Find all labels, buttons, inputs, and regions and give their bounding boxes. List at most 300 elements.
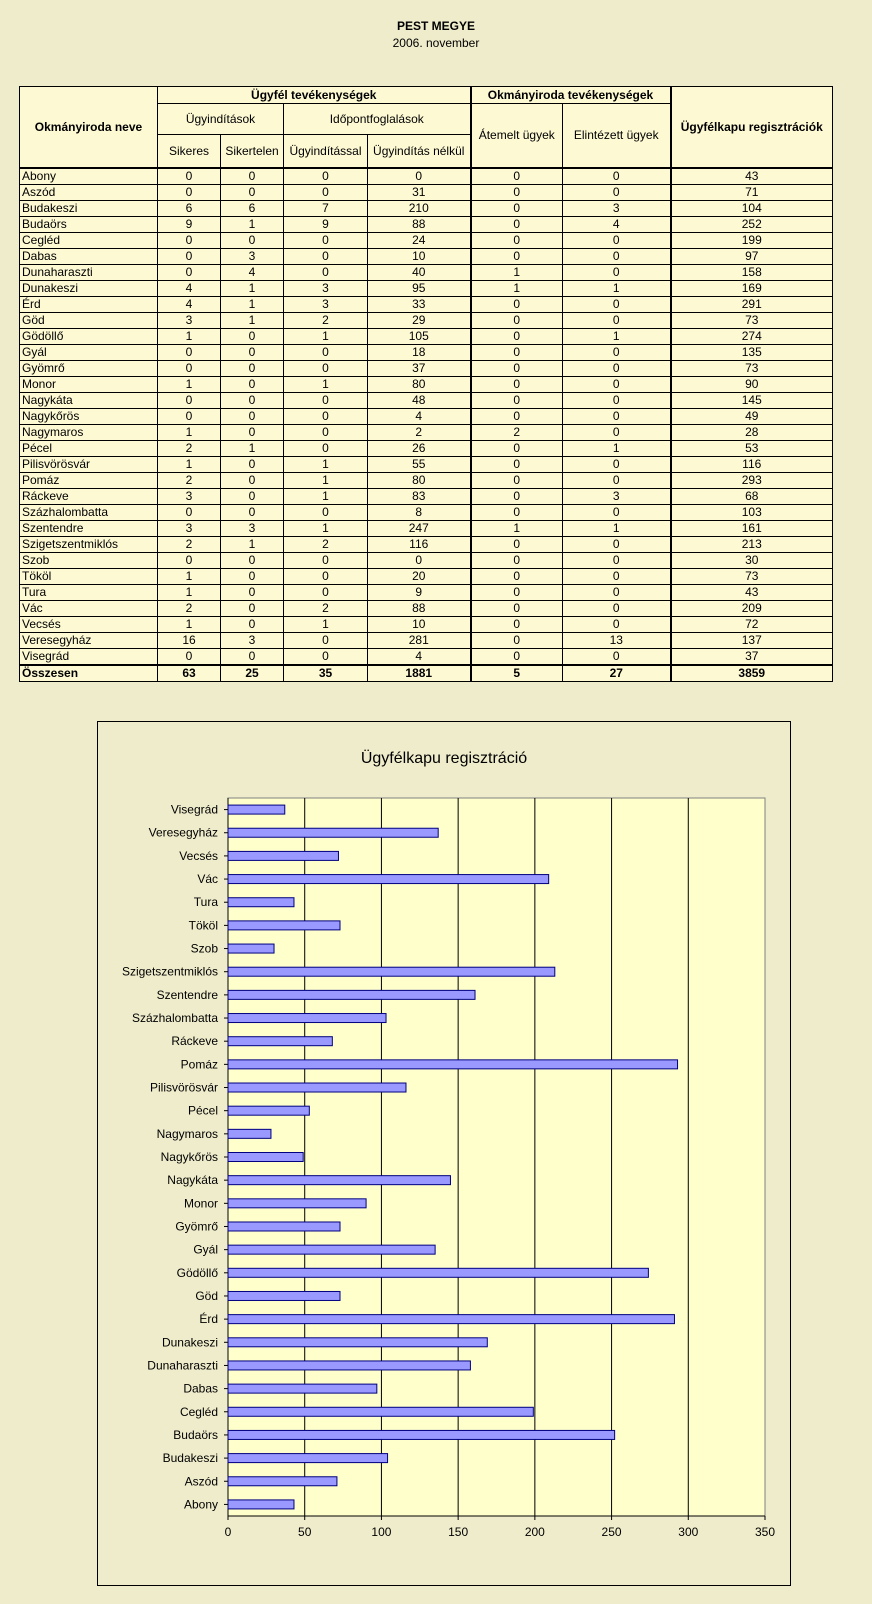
y-tick-label: Tököl — [188, 918, 218, 933]
header-ugyinditas-nelkul: Ügyindítás nélkül — [368, 135, 471, 169]
table-row — [20, 185, 833, 201]
y-tick-label: Tura — [193, 895, 218, 910]
cell-sikertelen: 1 — [221, 297, 284, 313]
cell-sikeres: 3 — [158, 489, 221, 505]
cell-ugyfelkapu: 199 — [671, 233, 833, 249]
cell-ugyinditas-nelkul: 37 — [368, 361, 471, 377]
y-tick-label: Gödöllő — [176, 1265, 218, 1280]
cell-sikertelen: 0 — [221, 425, 284, 441]
cell-sikeres: 0 — [158, 393, 221, 409]
cell-ugyfelkapu: 145 — [671, 393, 833, 409]
bar — [228, 1245, 435, 1254]
table-row — [20, 201, 833, 217]
cell-ugyinditassal: 0 — [284, 441, 368, 457]
cell-office-name: Tököl — [20, 569, 158, 585]
cell-ugyfelkapu: 71 — [671, 185, 833, 201]
cell-sikeres: 2 — [158, 441, 221, 457]
cell-office-name: Budaörs — [20, 217, 158, 233]
cell-sikeres: 0 — [158, 361, 221, 377]
cell-office-name: Százhalombatta — [20, 505, 158, 521]
cell-elintezett: 0 — [563, 649, 671, 666]
cell-atemelt: 0 — [471, 233, 563, 249]
cell-ugyinditas-nelkul: 80 — [368, 473, 471, 489]
cell-ugyinditassal: 0 — [284, 233, 368, 249]
bar — [228, 921, 340, 930]
cell-atemelt: 0 — [471, 329, 563, 345]
cell-atemelt: 0 — [471, 377, 563, 393]
cell-ugyfelkapu: 169 — [671, 281, 833, 297]
cell-atemelt: 0 — [471, 441, 563, 457]
x-tick-label: 100 — [371, 1525, 392, 1539]
bar — [228, 805, 285, 814]
cell-office-name: Vác — [20, 601, 158, 617]
cell-ugyinditas-nelkul: 55 — [368, 457, 471, 473]
cell-ugyinditassal: 1 — [284, 457, 368, 473]
total-sikertelen: 25 — [221, 665, 284, 682]
cell-elintezett: 1 — [563, 521, 671, 537]
cell-sikeres: 0 — [158, 249, 221, 265]
cell-ugyfelkapu: 213 — [671, 537, 833, 553]
cell-ugyinditassal: 0 — [284, 185, 368, 201]
cell-sikertelen: 0 — [221, 617, 284, 633]
y-tick-label: Aszód — [184, 1474, 218, 1489]
cell-office-name: Monor — [20, 377, 158, 393]
bar — [228, 1477, 337, 1486]
cell-elintezett: 0 — [563, 473, 671, 489]
cell-sikeres: 2 — [158, 537, 221, 553]
cell-office-name: Dunaharaszti — [20, 265, 158, 281]
table-row — [20, 569, 833, 585]
cell-sikeres: 1 — [158, 569, 221, 585]
bar — [228, 1361, 470, 1370]
y-tick-label: Budaörs — [173, 1427, 218, 1442]
cell-sikeres: 0 — [158, 168, 221, 185]
cell-sikertelen: 0 — [221, 185, 284, 201]
table-row — [20, 457, 833, 473]
cell-atemelt: 0 — [471, 409, 563, 425]
cell-elintezett: 0 — [563, 265, 671, 281]
cell-ugyfelkapu: 274 — [671, 329, 833, 345]
chart-container — [97, 721, 791, 1586]
cell-ugyinditas-nelkul: 0 — [368, 168, 471, 185]
cell-ugyinditassal: 0 — [284, 265, 368, 281]
cell-ugyfelkapu: 43 — [671, 585, 833, 601]
y-tick-label: Szigetszentmiklós — [121, 964, 218, 979]
cell-ugyfelkapu: 103 — [671, 505, 833, 521]
bar — [228, 1153, 303, 1162]
cell-sikertelen: 1 — [221, 537, 284, 553]
bar — [228, 944, 274, 953]
cell-sikeres: 0 — [158, 649, 221, 666]
total-ugyinditassal: 35 — [284, 665, 368, 682]
cell-ugyfelkapu: 73 — [671, 361, 833, 377]
cell-sikertelen: 0 — [221, 361, 284, 377]
cell-sikeres: 1 — [158, 585, 221, 601]
cell-sikeres: 6 — [158, 201, 221, 217]
table-row — [20, 585, 833, 601]
cell-ugyinditas-nelkul: 281 — [368, 633, 471, 649]
cell-ugyfelkapu: 49 — [671, 409, 833, 425]
cell-atemelt: 0 — [471, 201, 563, 217]
cell-atemelt: 0 — [471, 537, 563, 553]
y-tick-label: Nagymaros — [156, 1126, 218, 1141]
cell-ugyinditassal: 1 — [284, 473, 368, 489]
table-row — [20, 537, 833, 553]
cell-atemelt: 0 — [471, 633, 563, 649]
cell-sikertelen: 0 — [221, 168, 284, 185]
cell-elintezett: 3 — [563, 201, 671, 217]
cell-sikertelen: 0 — [221, 489, 284, 505]
cell-sikertelen: 0 — [221, 393, 284, 409]
cell-atemelt: 0 — [471, 553, 563, 569]
table-row — [20, 505, 833, 521]
cell-elintezett: 4 — [563, 217, 671, 233]
cell-sikertelen: 0 — [221, 505, 284, 521]
y-tick-label: Nagykőrös — [160, 1150, 218, 1164]
cell-office-name: Nagykáta — [20, 393, 158, 409]
cell-ugyinditas-nelkul: 31 — [368, 185, 471, 201]
cell-ugyinditas-nelkul: 88 — [368, 601, 471, 617]
cell-elintezett: 0 — [563, 457, 671, 473]
cell-sikertelen: 4 — [221, 265, 284, 281]
cell-office-name: Szentendre — [20, 521, 158, 537]
cell-atemelt: 0 — [471, 297, 563, 313]
cell-office-name: Nagymaros — [20, 425, 158, 441]
cell-sikeres: 2 — [158, 601, 221, 617]
cell-atemelt: 0 — [471, 505, 563, 521]
bar — [228, 1106, 309, 1115]
cell-ugyinditas-nelkul: 26 — [368, 441, 471, 457]
bar — [228, 1083, 406, 1092]
cell-ugyinditassal: 9 — [284, 217, 368, 233]
bar — [228, 1338, 487, 1347]
header-idopontfoglalasok: Időpontfoglalások — [284, 104, 471, 135]
cell-ugyinditas-nelkul: 18 — [368, 345, 471, 361]
cell-ugyinditas-nelkul: 95 — [368, 281, 471, 297]
cell-ugyfelkapu: 37 — [671, 649, 833, 666]
cell-elintezett: 0 — [563, 617, 671, 633]
cell-atemelt: 0 — [471, 585, 563, 601]
table-row — [20, 649, 833, 666]
cell-ugyinditas-nelkul: 40 — [368, 265, 471, 281]
cell-office-name: Visegrád — [20, 649, 158, 666]
y-tick-label: Pilisvörösvár — [149, 1080, 218, 1095]
y-tick-label: Nagykáta — [167, 1173, 218, 1188]
total-ugyinditas-nelkul: 1881 — [368, 665, 471, 682]
table-row — [20, 441, 833, 457]
bar — [228, 851, 338, 860]
y-tick-label: Érd — [199, 1312, 218, 1327]
cell-ugyfelkapu: 135 — [671, 345, 833, 361]
cell-office-name: Tura — [20, 585, 158, 601]
cell-sikeres: 1 — [158, 425, 221, 441]
x-tick-label: 0 — [224, 1525, 232, 1539]
cell-ugyfelkapu: 161 — [671, 521, 833, 537]
cell-ugyinditassal: 0 — [284, 409, 368, 425]
cell-ugyinditas-nelkul: 0 — [368, 553, 471, 569]
cell-sikertelen: 0 — [221, 457, 284, 473]
cell-atemelt: 1 — [471, 265, 563, 281]
cell-sikertelen: 0 — [221, 409, 284, 425]
cell-sikertelen: 0 — [221, 233, 284, 249]
bar — [228, 967, 555, 976]
cell-sikertelen: 3 — [221, 249, 284, 265]
cell-sikertelen: 0 — [221, 377, 284, 393]
cell-ugyinditas-nelkul: 10 — [368, 249, 471, 265]
table-row — [20, 265, 833, 281]
cell-office-name: Budakeszi — [20, 201, 158, 217]
cell-ugyfelkapu: 28 — [671, 425, 833, 441]
cell-elintezett: 0 — [563, 297, 671, 313]
bar — [228, 898, 294, 907]
cell-sikeres: 0 — [158, 233, 221, 249]
y-tick-label: Budakeszi — [162, 1451, 218, 1466]
bar — [228, 1315, 674, 1324]
cell-ugyinditas-nelkul: 8 — [368, 505, 471, 521]
cell-atemelt: 0 — [471, 617, 563, 633]
cell-elintezett: 0 — [563, 185, 671, 201]
header-ugyinditasok: Ügyindítások — [158, 104, 284, 135]
cell-ugyinditassal: 3 — [284, 281, 368, 297]
x-tick-label: 250 — [601, 1525, 622, 1539]
cell-ugyinditassal: 1 — [284, 521, 368, 537]
cell-office-name: Cegléd — [20, 233, 158, 249]
cell-sikertelen: 1 — [221, 313, 284, 329]
cell-elintezett: 1 — [563, 441, 671, 457]
bar — [228, 875, 549, 884]
cell-elintezett: 0 — [563, 585, 671, 601]
bar — [228, 1060, 678, 1069]
cell-ugyinditas-nelkul: 2 — [368, 425, 471, 441]
cell-sikertelen: 0 — [221, 649, 284, 666]
cell-sikertelen: 0 — [221, 601, 284, 617]
cell-ugyinditassal: 0 — [284, 425, 368, 441]
cell-ugyinditas-nelkul: 10 — [368, 617, 471, 633]
cell-ugyfelkapu: 293 — [671, 473, 833, 489]
cell-ugyfelkapu: 97 — [671, 249, 833, 265]
table-row — [20, 361, 833, 377]
y-tick-label: Dabas — [183, 1381, 218, 1396]
y-tick-label: Vecsés — [179, 848, 218, 863]
cell-elintezett: 0 — [563, 313, 671, 329]
bar — [228, 1222, 340, 1231]
cell-elintezett: 0 — [563, 233, 671, 249]
cell-ugyfelkapu: 116 — [671, 457, 833, 473]
cell-sikeres: 1 — [158, 377, 221, 393]
cell-ugyfelkapu: 209 — [671, 601, 833, 617]
cell-ugyinditassal: 2 — [284, 537, 368, 553]
cell-ugyinditassal: 0 — [284, 393, 368, 409]
cell-office-name: Szob — [20, 553, 158, 569]
cell-sikertelen: 1 — [221, 281, 284, 297]
cell-ugyfelkapu: 158 — [671, 265, 833, 281]
cell-atemelt: 0 — [471, 345, 563, 361]
cell-ugyinditassal: 0 — [284, 361, 368, 377]
table-row — [20, 329, 833, 345]
y-tick-label: Ráckeve — [171, 1034, 218, 1049]
cell-sikertelen: 0 — [221, 585, 284, 601]
x-tick-label: 350 — [754, 1525, 776, 1539]
cell-sikeres: 3 — [158, 313, 221, 329]
cell-ugyinditas-nelkul: 80 — [368, 377, 471, 393]
cell-ugyfelkapu: 90 — [671, 377, 833, 393]
cell-elintezett: 0 — [563, 569, 671, 585]
cell-sikertelen: 3 — [221, 633, 284, 649]
cell-atemelt: 0 — [471, 217, 563, 233]
cell-ugyinditas-nelkul: 4 — [368, 649, 471, 666]
bar — [228, 1407, 533, 1416]
cell-office-name: Dunakeszi — [20, 281, 158, 297]
cell-sikeres: 4 — [158, 281, 221, 297]
x-tick-label: 150 — [448, 1525, 469, 1539]
table-row-total — [20, 665, 833, 682]
table-row — [20, 345, 833, 361]
cell-atemelt: 0 — [471, 168, 563, 185]
total-office-name: Összesen — [20, 665, 158, 682]
y-tick-label: Gyömrő — [175, 1219, 218, 1234]
cell-atemelt: 2 — [471, 425, 563, 441]
cell-ugyinditas-nelkul: 210 — [368, 201, 471, 217]
cell-ugyinditassal: 1 — [284, 377, 368, 393]
cell-sikeres: 3 — [158, 521, 221, 537]
header-group-ugyfel: Ügyfél tevékenységek — [158, 87, 471, 104]
cell-ugyinditassal: 1 — [284, 617, 368, 633]
cell-ugyinditassal: 0 — [284, 553, 368, 569]
table-row — [20, 377, 833, 393]
cell-sikeres: 1 — [158, 329, 221, 345]
bar — [228, 1199, 366, 1208]
table-row — [20, 553, 833, 569]
table-row — [20, 281, 833, 297]
bar — [228, 1430, 615, 1439]
bar — [228, 828, 438, 837]
table-row — [20, 617, 833, 633]
x-tick-label: 200 — [524, 1525, 545, 1539]
cell-ugyfelkapu: 72 — [671, 617, 833, 633]
y-tick-label: Pécel — [187, 1103, 218, 1118]
y-tick-label: Szentendre — [156, 987, 218, 1002]
cell-sikeres: 2 — [158, 473, 221, 489]
cell-ugyfelkapu: 73 — [671, 313, 833, 329]
cell-ugyinditassal: 0 — [284, 249, 368, 265]
cell-atemelt: 0 — [471, 249, 563, 265]
cell-ugyfelkapu: 43 — [671, 168, 833, 185]
cell-ugyinditas-nelkul: 247 — [368, 521, 471, 537]
y-tick-label: Abony — [183, 1497, 218, 1512]
cell-ugyinditassal: 7 — [284, 201, 368, 217]
cell-ugyinditas-nelkul: 24 — [368, 233, 471, 249]
cell-ugyinditassal: 0 — [284, 345, 368, 361]
cell-elintezett: 0 — [563, 601, 671, 617]
y-tick-label: Szob — [190, 941, 218, 956]
cell-ugyinditassal: 2 — [284, 601, 368, 617]
cell-elintezett: 0 — [563, 377, 671, 393]
cell-sikeres: 16 — [158, 633, 221, 649]
header-elintezett: Elintézett ügyek — [563, 104, 671, 169]
cell-ugyinditas-nelkul: 4 — [368, 409, 471, 425]
y-tick-label: Pomáz — [180, 1057, 218, 1072]
cell-elintezett: 0 — [563, 249, 671, 265]
cell-sikeres: 0 — [158, 345, 221, 361]
cell-ugyinditassal: 0 — [284, 649, 368, 666]
x-tick-label: 300 — [678, 1525, 699, 1539]
cell-elintezett: 3 — [563, 489, 671, 505]
cell-office-name: Nagykőrös — [20, 409, 158, 425]
cell-atemelt: 0 — [471, 569, 563, 585]
cell-sikeres: 0 — [158, 185, 221, 201]
cell-ugyinditas-nelkul: 105 — [368, 329, 471, 345]
cell-atemelt: 0 — [471, 649, 563, 666]
cell-ugyinditassal: 0 — [284, 505, 368, 521]
cell-elintezett: 1 — [563, 329, 671, 345]
bar — [228, 1014, 386, 1023]
table-row — [20, 409, 833, 425]
y-tick-label: Cegléd — [179, 1404, 218, 1419]
total-atemelt: 5 — [471, 665, 563, 682]
cell-office-name: Vecsés — [20, 617, 158, 633]
cell-ugyfelkapu: 30 — [671, 553, 833, 569]
bar — [228, 1384, 377, 1393]
table-row — [20, 473, 833, 489]
header-group-okmany: Okmányiroda tevékenységek — [471, 87, 671, 104]
header-atemelt: Átemelt ügyek — [471, 104, 563, 169]
cell-office-name: Ráckeve — [20, 489, 158, 505]
bar — [228, 1500, 294, 1509]
y-tick-label: Veresegyház — [148, 825, 218, 840]
cell-atemelt: 0 — [471, 313, 563, 329]
cell-elintezett: 13 — [563, 633, 671, 649]
y-tick-label: Gyál — [193, 1242, 218, 1257]
cell-office-name: Aszód — [20, 185, 158, 201]
total-sikeres: 63 — [158, 665, 221, 682]
cell-ugyfelkapu: 252 — [671, 217, 833, 233]
bar-chart — [98, 722, 790, 1585]
table-row — [20, 521, 833, 537]
y-tick-label: Visegrád — [170, 802, 218, 817]
cell-elintezett: 0 — [563, 393, 671, 409]
bar — [228, 1454, 388, 1463]
header-sikeres: Sikeres — [158, 135, 221, 169]
header-office-name: Okmányiroda neve — [20, 87, 158, 169]
cell-ugyinditassal: 2 — [284, 313, 368, 329]
cell-ugyinditassal: 1 — [284, 489, 368, 505]
cell-office-name: Gödöllő — [20, 329, 158, 345]
cell-office-name: Göd — [20, 313, 158, 329]
cell-ugyinditassal: 3 — [284, 297, 368, 313]
cell-atemelt: 0 — [471, 457, 563, 473]
y-tick-label: Monor — [183, 1196, 218, 1211]
table-row — [20, 489, 833, 505]
table-row — [20, 233, 833, 249]
cell-ugyinditassal: 0 — [284, 168, 368, 185]
cell-ugyinditas-nelkul: 116 — [368, 537, 471, 553]
table-row — [20, 217, 833, 233]
cell-sikeres: 1 — [158, 617, 221, 633]
y-tick-label: Göd — [195, 1288, 218, 1303]
table-row — [20, 168, 833, 185]
cell-atemelt: 0 — [471, 489, 563, 505]
cell-office-name: Gyömrő — [20, 361, 158, 377]
cell-ugyfelkapu: 68 — [671, 489, 833, 505]
cell-sikeres: 0 — [158, 505, 221, 521]
cell-ugyfelkapu: 291 — [671, 297, 833, 313]
cell-sikertelen: 1 — [221, 441, 284, 457]
cell-atemelt: 1 — [471, 281, 563, 297]
total-ugyfelkapu: 3859 — [671, 665, 833, 682]
cell-ugyinditassal: 0 — [284, 585, 368, 601]
cell-atemelt: 0 — [471, 361, 563, 377]
cell-ugyinditassal: 0 — [284, 569, 368, 585]
